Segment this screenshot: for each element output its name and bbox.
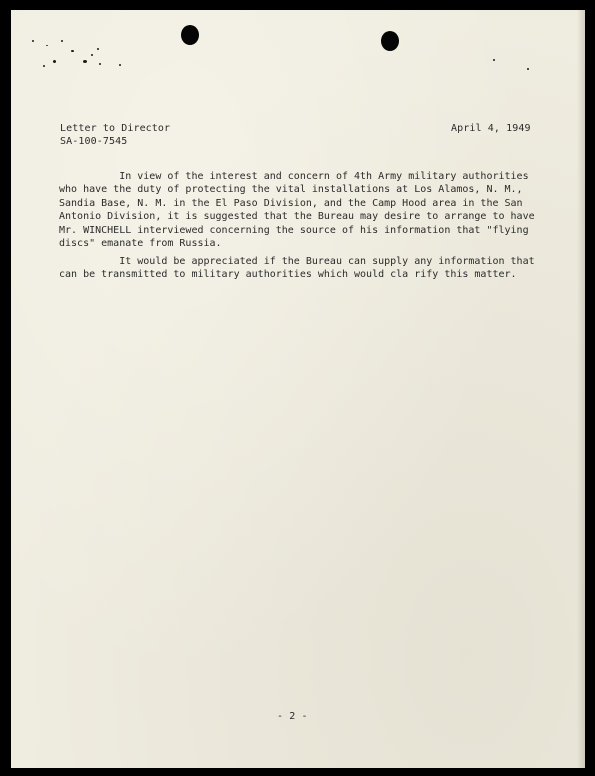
page-number: - 2 - <box>277 711 308 722</box>
page-edge-shadow <box>577 10 585 768</box>
paragraph-1-line: discs" emanate from Russia. <box>59 238 222 250</box>
punch-hole-left <box>181 25 199 45</box>
punch-hole-right <box>381 31 399 51</box>
paragraph-1 <box>59 170 539 250</box>
header-line-2: SA-100-7545 <box>60 136 128 147</box>
paragraph-1-line: Mr. WINCHELL interviewed concerning the source of his information that "flying <box>59 224 529 236</box>
header-date: April 4, 1949 <box>451 123 531 134</box>
paragraph-2-line: It would be appreciated if the Bureau can supply any information that <box>59 256 535 267</box>
paragraph-2-line: can be transmitted to military authorities which would cla rify this matter. <box>59 269 517 281</box>
paragraph-2 <box>59 255 539 282</box>
paragraph-1-line: who have the duty of protecting the vital installations at Los Alamos, N. M., <box>59 184 523 196</box>
paragraph-1-line: Antonio Division, it is suggested that the Bureau may desire to arrange to have <box>59 211 535 223</box>
document-page <box>11 10 585 768</box>
paragraph-1-line: Sandia Base, N. M. in the El Paso Division, and the Camp Hood area in the San <box>59 197 523 209</box>
paragraph-1-line: In view of the interest and concern of 4th Army military authorities <box>59 171 529 182</box>
header-line-1: Letter to Director <box>60 123 171 134</box>
